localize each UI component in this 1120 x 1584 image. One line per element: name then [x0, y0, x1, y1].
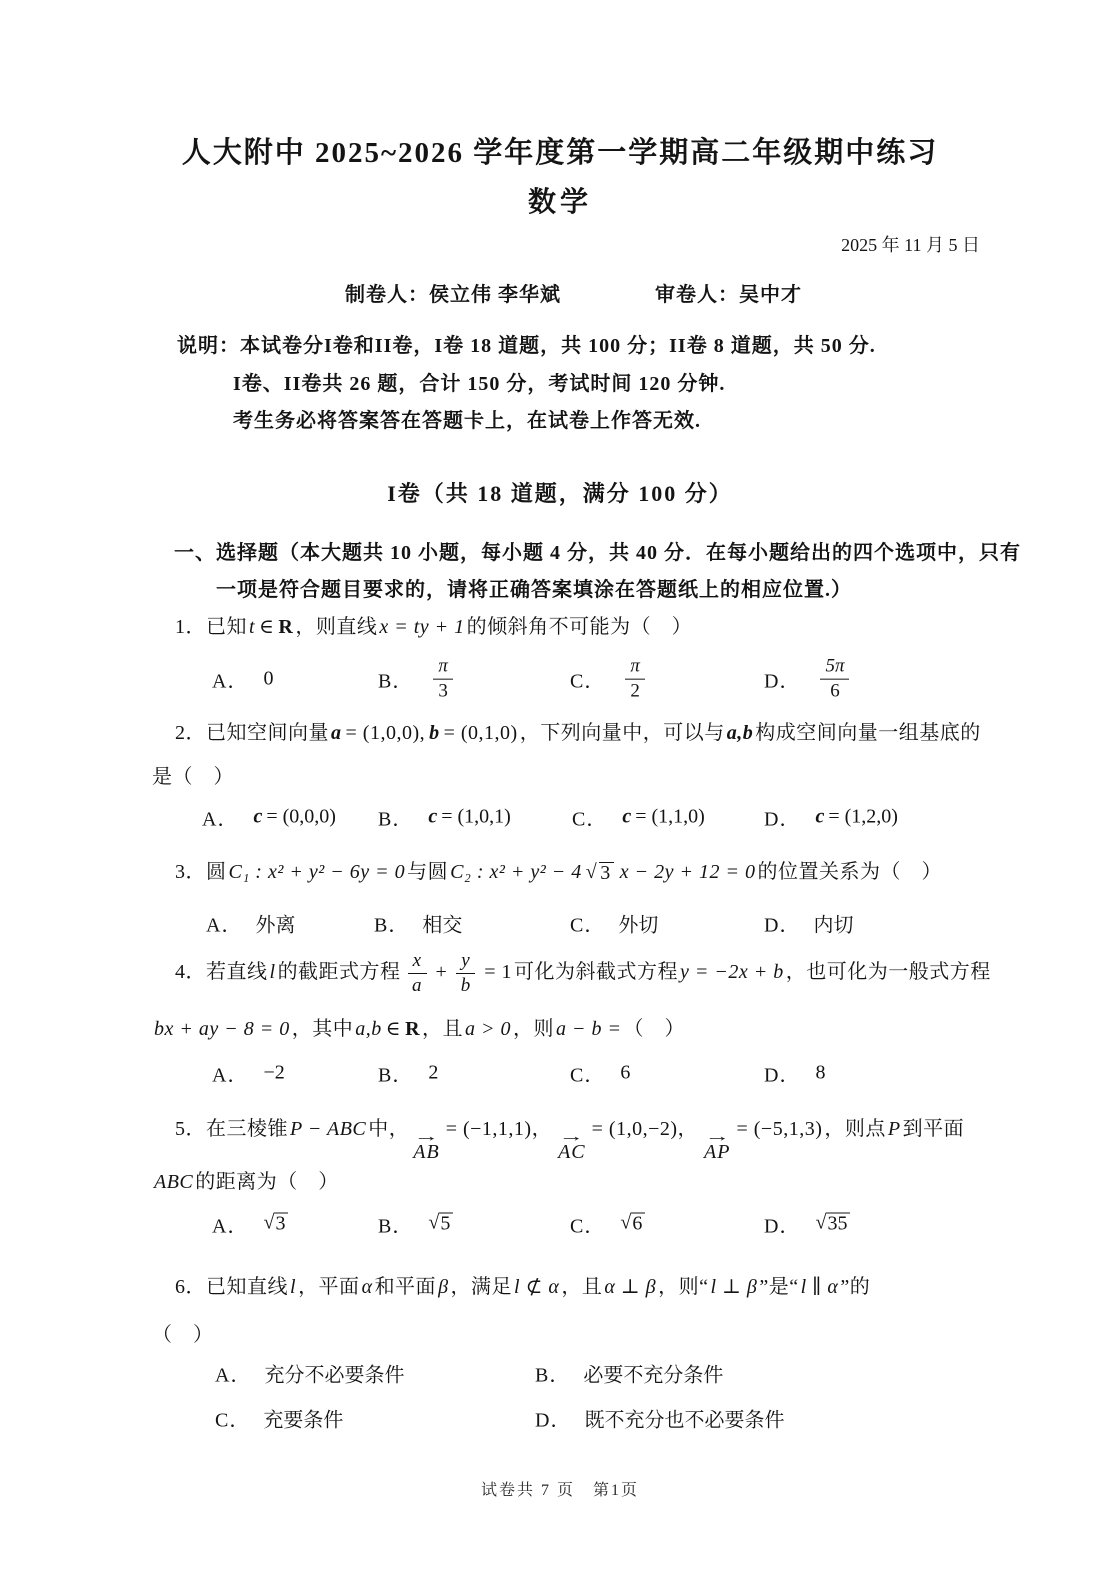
option-label: A．	[206, 914, 243, 937]
stem-text: ，且	[561, 1276, 603, 1298]
math-tetrahedron: P − ABC	[290, 1118, 367, 1140]
stem-text: 5．在三棱锥	[175, 1118, 288, 1140]
option-value: 8	[815, 1061, 826, 1084]
option-label: C．	[570, 914, 606, 937]
fraction-y-over-b	[454, 950, 477, 997]
sqrt-sign-icon: √	[815, 1211, 827, 1234]
sqrt-radical	[620, 1213, 645, 1236]
notice-line-3: 考生务必将答案答在答题卡上，在试卷上作答无效.	[233, 410, 701, 432]
option-label: C．	[570, 670, 606, 693]
math-not-subset: l ⊄ α	[514, 1276, 560, 1298]
question-3-option-d	[764, 909, 853, 938]
option-label: D．	[535, 1409, 572, 1432]
sqrt-sign-icon: √	[620, 1211, 632, 1234]
stem-text: 4．若直线	[175, 960, 268, 983]
question-6-option-a	[215, 1359, 404, 1388]
question-2-option-c	[572, 803, 707, 832]
question-2-option-a	[202, 803, 338, 832]
option-value: 既不充分也不必要条件	[584, 1409, 785, 1432]
math-vector-b: b	[429, 722, 440, 744]
option-label: D．	[764, 1215, 801, 1238]
option-value: 相交	[422, 914, 463, 937]
sqrt-radical	[428, 1213, 453, 1236]
option-label: B．	[535, 1364, 571, 1387]
fraction-denominator: b	[460, 974, 471, 996]
math-equation: x − 2y + 12 = 0	[619, 861, 756, 883]
notice-line-2: I卷、II卷共 26 题，合计 150 分，考试时间 120 分钟.	[233, 373, 726, 395]
math-var-l: l	[290, 1276, 297, 1298]
stem-text: ，平面	[298, 1276, 360, 1298]
math-set-R: R	[405, 1018, 421, 1040]
stem-text: 的距离为（ ）	[195, 1171, 339, 1193]
question-1-option-d	[764, 656, 856, 703]
question-1-stem	[175, 610, 692, 639]
stem-text: 的倾斜角不可能为（ ）	[466, 616, 693, 638]
math-equation: = (1,0,0),	[345, 722, 426, 744]
page-title: 人大附中 2025~2026 学年度第一学期高二年级期中练习	[181, 137, 939, 169]
question-5-option-d	[764, 1210, 852, 1239]
question-4-option-a	[212, 1059, 287, 1088]
option-value: 6	[620, 1061, 631, 1084]
math-equation: = (−5,1,3)	[736, 1118, 823, 1140]
sqrt-radical	[586, 862, 616, 885]
paper-reviewer: 审卷人：吴中才	[655, 284, 802, 306]
option-label: A．	[212, 670, 249, 693]
math-equation: = (1,0,−2)，	[591, 1118, 699, 1140]
question-6-stem-line-1	[175, 1270, 870, 1299]
page-footer: 试卷共 7 页 第1页	[480, 1482, 639, 1499]
fraction-numerator: π	[433, 656, 453, 680]
math-plane-beta: β	[438, 1276, 449, 1298]
sqrt-radical	[263, 1213, 288, 1236]
stem-text: 到平面	[902, 1118, 965, 1140]
math-vectors-ab: a,b	[726, 722, 754, 744]
math-equation: y = −2x + b	[680, 960, 784, 983]
option-value: 内切	[813, 914, 854, 937]
option-value: = (0,0,0)	[266, 805, 336, 828]
option-value: 0	[263, 667, 274, 690]
element-of-symbol: ∈	[259, 616, 275, 638]
question-6-option-b	[535, 1359, 723, 1388]
fraction-denominator: 2	[630, 680, 640, 702]
question-3-option-b	[374, 909, 462, 938]
question-6-option-c	[215, 1404, 343, 1433]
math-vector-c: c	[428, 805, 438, 828]
question-4-option-d	[764, 1059, 827, 1088]
radicand: 35	[826, 1213, 850, 1236]
math-circle-c2: C₂ : x² + y² − 4	[450, 861, 582, 883]
notice-label: 说明：	[177, 335, 240, 357]
question-4-options	[150, 1056, 1000, 1090]
option-label: D．	[764, 808, 801, 831]
math-inequality: a > 0	[465, 1018, 512, 1040]
question-5-stem-line-2	[152, 1165, 339, 1194]
option-label: C．	[570, 1215, 606, 1238]
question-6-option-d	[535, 1404, 784, 1433]
plus-sign: +	[435, 960, 448, 983]
element-of-symbol: ∈	[385, 1018, 402, 1040]
question-4-stem-line-2	[152, 1012, 685, 1041]
vector-base: AC	[558, 1141, 586, 1163]
sqrt-radical	[815, 1213, 850, 1236]
math-set-R: R	[278, 616, 294, 638]
math-equation: x = ty + 1	[379, 616, 465, 638]
option-label: D．	[764, 1064, 801, 1087]
question-5-stem-line-1	[175, 1112, 964, 1163]
subject-title: 数学	[527, 187, 592, 218]
part1-title: I卷（共 18 道题，满分 100 分）	[387, 481, 733, 506]
vector-arrow-icon: →	[558, 1129, 586, 1145]
question-1-options	[150, 650, 1000, 708]
fraction-denominator: 3	[438, 680, 448, 702]
fraction-numerator: x	[408, 950, 427, 974]
question-1-option-c	[570, 656, 652, 703]
option-label: B．	[378, 808, 414, 831]
question-5-option-b	[378, 1210, 455, 1239]
stem-text: 可化为斜截式方程	[514, 960, 678, 983]
question-5-option-c	[570, 1210, 647, 1239]
stem-text: ，则直线	[295, 616, 378, 638]
math-l-parallel-alpha: l ∥ α	[800, 1276, 839, 1298]
vector-base: AP	[704, 1141, 731, 1163]
option-label: D．	[764, 670, 801, 693]
math-l-perp-beta: l ⊥ β	[710, 1276, 758, 1298]
stem-text: ，其中	[291, 1018, 354, 1040]
option-label: B．	[378, 1064, 414, 1087]
stem-text: 的截距式方程	[277, 960, 401, 983]
sqrt-sign-icon: √	[428, 1211, 440, 1234]
fraction-denominator: a	[412, 974, 423, 996]
sqrt-sign-icon: √	[263, 1211, 275, 1234]
question-6-options-row-2	[150, 1401, 1000, 1435]
radicand: 3	[599, 862, 614, 885]
option-label: A．	[215, 1364, 252, 1387]
question-3-option-a	[206, 909, 295, 938]
question-3-options	[150, 906, 1000, 940]
fraction-numerator: 5π	[820, 656, 849, 680]
math-circle-c1: C₁ : x² + y² − 6y = 0	[228, 861, 406, 883]
math-equation: = (0,1,0)	[443, 722, 518, 744]
option-label: A．	[212, 1215, 249, 1238]
stem-text: 1．已知	[175, 616, 247, 638]
stem-text: ，则	[513, 1018, 555, 1040]
math-vector-c: c	[815, 805, 825, 828]
option-value: 外离	[255, 914, 296, 937]
math-var-t: t	[249, 616, 256, 638]
question-1-option-a	[212, 665, 275, 694]
option-label: A．	[212, 1064, 249, 1087]
math-equation: bx + ay − 8 = 0	[154, 1018, 290, 1040]
question-1-option-b	[378, 656, 460, 703]
choice-section-header-line-1: 一、选择题（本大题共 10 小题，每小题 4 分，共 40 分．在每小题给出的四个选项中，只有	[174, 542, 1021, 564]
option-label: A．	[202, 808, 239, 831]
vector-AC	[558, 1129, 586, 1163]
radicand: 3	[274, 1213, 288, 1236]
question-3-option-c	[570, 909, 658, 938]
math-vars-ab: a,b	[355, 1018, 382, 1040]
notice-line-1	[177, 329, 876, 358]
question-6-stem-line-2: （ ）	[152, 1324, 214, 1346]
fraction-numerator: π	[625, 656, 645, 680]
option-value: = (1,1,0)	[635, 805, 705, 828]
math-equation: = 1	[484, 960, 512, 983]
stem-text: ，则“	[658, 1276, 709, 1298]
question-5-options	[150, 1204, 1000, 1244]
math-equation: = (−1,1,1)，	[445, 1118, 553, 1140]
math-vector-c: c	[622, 805, 632, 828]
stem-text: 6．已知直线	[175, 1276, 288, 1298]
option-value: = (1,2,0)	[828, 805, 898, 828]
question-2-option-b	[378, 803, 513, 832]
vector-arrow-icon: →	[413, 1129, 440, 1145]
math-var-l: l	[269, 960, 276, 983]
math-vector-c: c	[253, 805, 263, 828]
math-perpendicular: α ⊥ β	[604, 1276, 657, 1298]
option-value: 外切	[618, 914, 659, 937]
stem-text: ，也可化为一般式方程	[785, 960, 991, 983]
option-label: D．	[764, 914, 801, 937]
fraction	[818, 656, 851, 703]
option-value: 2	[428, 1061, 439, 1084]
stem-text: 的位置关系为（ ）	[757, 861, 943, 883]
question-2-options	[150, 800, 1000, 834]
stem-text: ”的	[840, 1276, 871, 1298]
radicand: 5	[439, 1213, 453, 1236]
question-4-option-b	[378, 1059, 440, 1088]
notice-text-1: 本试卷分I卷和II卷，I卷 18 道题，共 100 分；II卷 8 道题，共 50 分.	[240, 335, 876, 357]
question-4-option-c	[570, 1059, 632, 1088]
radicand: 6	[631, 1213, 645, 1236]
vector-AP	[704, 1129, 731, 1163]
math-expression: a − b =	[556, 1018, 622, 1040]
option-value: = (1,0,1)	[441, 805, 511, 828]
sqrt-sign-icon: √	[585, 861, 598, 883]
math-point-P: P	[887, 1118, 901, 1140]
option-label: C．	[572, 808, 608, 831]
fraction-denominator: 6	[830, 680, 840, 702]
option-value: 必要不充分条件	[583, 1364, 724, 1387]
stem-text: ，下列向量中，可以与	[519, 722, 725, 744]
option-label: B．	[374, 914, 410, 937]
question-2-stem-line-2: 是（ ）	[152, 766, 234, 788]
stem-text: 3．圆	[175, 861, 227, 883]
stem-text: 2．已知空间向量	[175, 722, 329, 744]
stem-text: （ ）	[623, 1018, 686, 1040]
question-6-options-row-1	[150, 1356, 1000, 1390]
exam-date: 2025 年 11 月 5 日	[841, 235, 980, 255]
fraction-numerator: y	[456, 950, 475, 974]
stem-text: ”是“	[759, 1276, 799, 1298]
stem-text: ，则点	[824, 1118, 886, 1140]
question-3-stem	[175, 855, 942, 885]
question-2-stem-line-1	[175, 716, 981, 745]
option-value: 充要条件	[263, 1409, 344, 1432]
stem-text: ，满足	[450, 1276, 513, 1298]
stem-text: 构成空间向量一组基底的	[755, 722, 981, 744]
option-value: 充分不必要条件	[264, 1364, 405, 1387]
question-4-stem-line-1	[175, 950, 991, 997]
stem-text: ，且	[422, 1018, 464, 1040]
stem-text: 与圆	[407, 861, 449, 883]
math-plane-alpha: α	[361, 1276, 373, 1298]
option-value: −2	[263, 1061, 285, 1084]
paper-setter: 制卷人：侯立伟 李华斌	[345, 284, 561, 306]
question-5-option-a	[212, 1210, 290, 1239]
math-vector-a: a	[331, 722, 342, 744]
choice-section-header-line-2: 一项是符合题目要求的，请将正确答案填涂在答题纸上的相应位置.）	[216, 579, 852, 601]
option-label: C．	[215, 1409, 251, 1432]
math-plane-ABC: ABC	[154, 1171, 194, 1193]
vector-AB	[413, 1129, 440, 1163]
option-label: B．	[378, 1215, 414, 1238]
option-label: C．	[570, 1064, 606, 1087]
question-2-option-d	[764, 803, 900, 832]
vector-arrow-icon: →	[704, 1129, 731, 1145]
fraction-x-over-a	[406, 950, 429, 997]
stem-text: 中，	[368, 1118, 410, 1140]
fraction	[431, 656, 455, 703]
option-label: B．	[378, 670, 414, 693]
vector-base: AB	[413, 1141, 440, 1163]
fraction	[623, 656, 647, 703]
stem-text: 和平面	[374, 1276, 437, 1298]
